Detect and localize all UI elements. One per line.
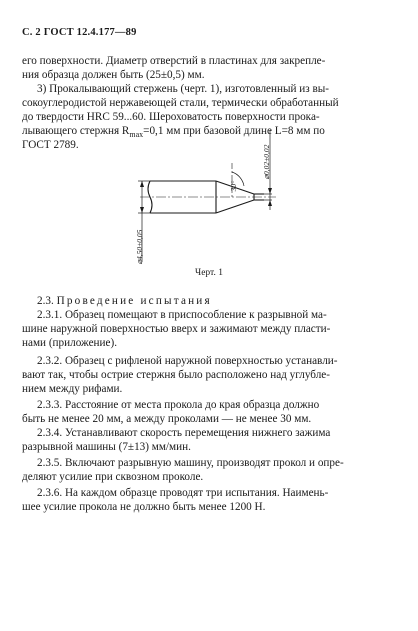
- roughness-value-text: =0,1 мм при базовой длине L=8 мм по: [143, 125, 325, 137]
- text-line: 2.3.2. Образец с рифленой наружной поверхностью устанавли-: [37, 355, 338, 367]
- text-line: 3) Прокалывающий стержень (черт. 1), изготовленный из вы-: [37, 83, 330, 95]
- text-line: шее усилие прокола не должно быть менее 1200 Н.: [22, 501, 266, 513]
- roughness-text: лывающего стержня R: [22, 125, 130, 137]
- dimension-angle-label: 30°: [229, 180, 238, 192]
- page-header: С. 2 ГОСТ 12.4.177—89: [22, 27, 137, 38]
- section-heading: [37, 294, 404, 308]
- dimension-tip-label: ⌀0,02±0,02: [262, 144, 271, 180]
- text-line: ния образца должен быть (25±0,5) мм.: [22, 69, 205, 81]
- text-line: 2.3.3. Расстояние от места прокола до края образца должно: [37, 399, 320, 411]
- text-line: нием между рифами.: [22, 383, 123, 395]
- text-line: 2.3.1. Образец помещают в приспособление к разрывной ма-: [37, 309, 327, 321]
- text-line: 2.3.5. Включают разрывную машину, производят прокол и опре-: [37, 457, 344, 469]
- text-line: 2.3.4. Устанавливают скорость перемещения нижнего зажима: [37, 427, 331, 439]
- section-title: Проведение испытания: [56, 295, 212, 307]
- text-line: ГОСТ 2789.: [22, 139, 79, 151]
- text-line: сокоуглеродистой нержавеющей стали, термически обработанный: [22, 97, 339, 109]
- text-line: деляют усилие при сквозном проколе.: [22, 471, 204, 483]
- roughness-subscript: max: [129, 130, 144, 140]
- text-line: нами (приложение).: [22, 337, 118, 349]
- section-number: 2.3.: [37, 295, 54, 307]
- text-line: 2.3.6. На каждом образце проводят три испытания. Наимень-: [37, 487, 329, 499]
- figure-caption: Черт. 1: [195, 268, 223, 278]
- text-line: до твердости HRC 59...60. Шероховатость поверхности прока-: [22, 111, 320, 123]
- text-line: вают так, чтобы острие стержня было расположено над углубле-: [22, 369, 330, 381]
- text-line: шине наружной поверхностью вверх и зажимают между пласти-: [22, 323, 331, 335]
- dimension-diameter-label: ⌀4,50±0,05: [135, 229, 144, 265]
- text-line: разрывной машины (7±13) мм/мин.: [22, 441, 191, 453]
- text-line: его поверхности. Диаметр отверстий в пластинах для закрепле-: [22, 55, 326, 67]
- text-line: быть не менее 20 мм, а между проколами — не менее 30 мм.: [22, 413, 312, 425]
